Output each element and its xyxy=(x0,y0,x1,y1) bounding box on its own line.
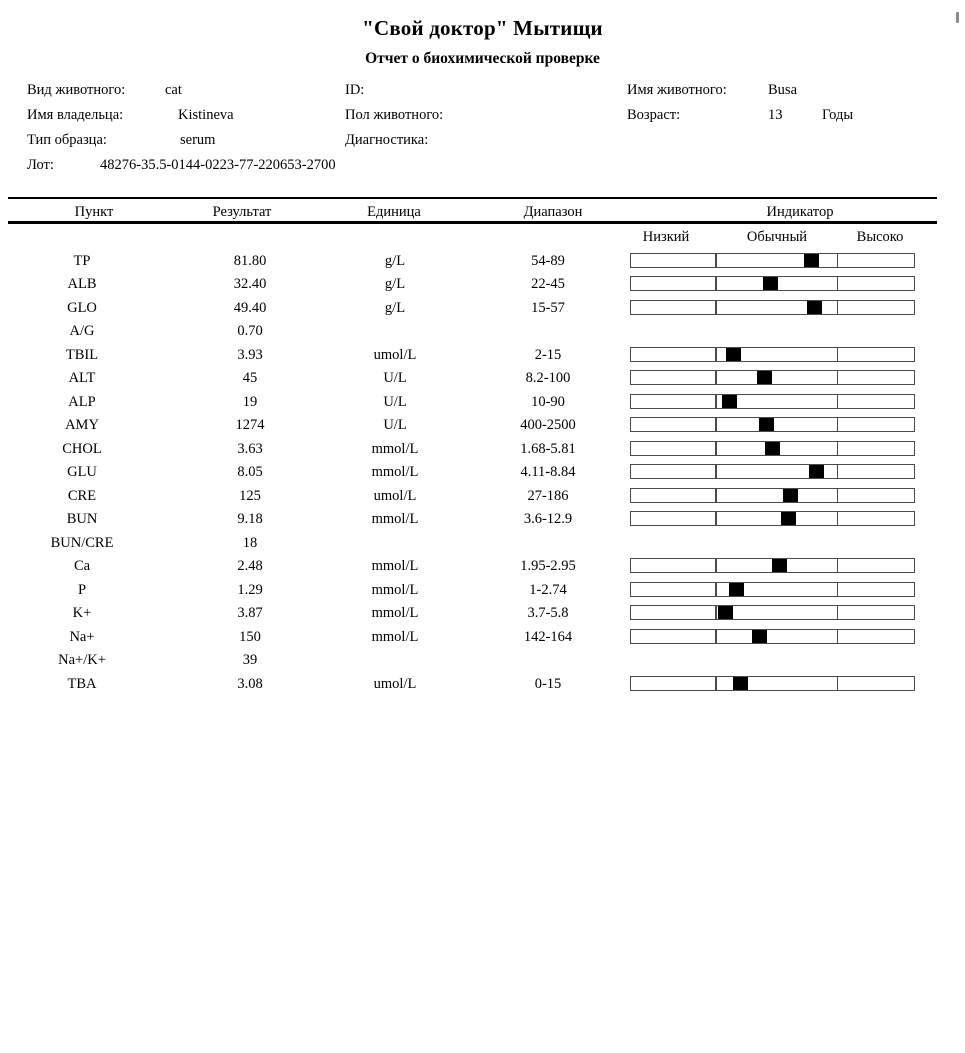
result-unit: mmol/L xyxy=(371,628,419,645)
indicator-bar xyxy=(630,558,915,573)
bar-divider-low-normal xyxy=(715,301,717,314)
analyte-name: BUN/CRE xyxy=(50,534,114,551)
result-value: 1.29 xyxy=(237,581,263,598)
indicator-bar xyxy=(630,347,915,362)
age-value: 13 xyxy=(768,107,783,123)
result-marker xyxy=(765,442,780,455)
table-row-tbil xyxy=(0,346,965,366)
result-unit: U/L xyxy=(383,370,407,386)
result-unit: mmol/L xyxy=(371,605,419,621)
reference-range: 8.2-100 xyxy=(525,370,571,386)
column-header-indicator: Индикатор xyxy=(766,204,834,220)
table-row-na- xyxy=(0,628,965,648)
analyte-name: ALT xyxy=(68,370,96,386)
result-marker xyxy=(772,559,787,572)
analyte-name: ALP xyxy=(68,393,96,410)
indicator-bar xyxy=(630,441,915,456)
analyte-name: K+ xyxy=(72,605,92,621)
result-marker xyxy=(729,583,744,596)
table-header-rule xyxy=(8,221,937,224)
result-value: 39 xyxy=(242,652,258,668)
species-label: Вид животного: xyxy=(27,82,126,98)
sample-type-label: Тип образца: xyxy=(27,132,107,148)
bar-divider-low-normal xyxy=(715,677,717,690)
animal-name-label: Имя животного: xyxy=(627,82,727,98)
analyte-name: TBA xyxy=(67,675,97,692)
result-value: 125 xyxy=(239,487,261,504)
indicator-level-low: Низкий xyxy=(642,229,690,245)
reference-range: 1.95-2.95 xyxy=(520,558,576,574)
result-value: 1274 xyxy=(235,417,265,433)
result-value: 3.93 xyxy=(237,346,263,363)
result-marker xyxy=(733,677,748,690)
reference-range: 1.68-5.81 xyxy=(520,440,576,457)
analyte-name: ALB xyxy=(67,276,97,292)
reference-range: 10-90 xyxy=(531,393,565,410)
age-label: Возраст: xyxy=(627,107,681,123)
bar-divider-normal-high xyxy=(837,371,839,384)
bar-divider-normal-high xyxy=(837,512,839,525)
reference-range: 27-186 xyxy=(527,487,569,504)
result-marker xyxy=(807,301,822,314)
result-unit: umol/L xyxy=(373,346,417,363)
table-row-chol xyxy=(0,440,965,460)
sex-label: Пол животного: xyxy=(345,107,444,123)
result-marker xyxy=(783,489,798,502)
result-unit: umol/L xyxy=(373,487,417,504)
bar-divider-normal-high xyxy=(837,489,839,502)
indicator-bar xyxy=(630,511,915,526)
reference-range: 4.11-8.84 xyxy=(520,464,576,480)
indicator-bar xyxy=(630,300,915,315)
result-unit: mmol/L xyxy=(371,440,419,457)
diagnostics-label: Диагностика: xyxy=(345,132,429,148)
bar-divider-low-normal xyxy=(715,630,717,643)
bar-divider-low-normal xyxy=(715,395,717,408)
reference-range: 22-45 xyxy=(531,276,565,292)
bar-divider-normal-high xyxy=(837,277,839,290)
bar-divider-normal-high xyxy=(837,442,839,455)
table-row-alp xyxy=(0,393,965,413)
reference-range: 142-164 xyxy=(523,628,573,645)
table-row-ca xyxy=(0,557,965,577)
bar-divider-low-normal xyxy=(715,348,717,361)
bar-divider-normal-high xyxy=(837,301,839,314)
reference-range: 1-2.74 xyxy=(529,581,567,598)
result-marker xyxy=(804,254,819,267)
bar-divider-low-normal xyxy=(715,606,717,619)
bar-divider-normal-high xyxy=(837,348,839,361)
indicator-bar xyxy=(630,605,915,620)
animal-name-value: Busa xyxy=(768,82,797,98)
reference-range: 2-15 xyxy=(534,346,562,363)
column-header-item: Пункт xyxy=(74,204,114,220)
clinic-title: "Свой доктор" Мытищи xyxy=(362,16,603,40)
bar-divider-low-normal xyxy=(715,254,717,267)
result-value: 3.87 xyxy=(237,605,263,621)
lot-value: 48276-35.5-0144-0223-77-220653-2700 xyxy=(100,157,336,173)
bar-divider-low-normal xyxy=(715,465,717,478)
indicator-bar xyxy=(630,629,915,644)
analyte-name: TBIL xyxy=(65,346,99,363)
bar-divider-normal-high xyxy=(837,630,839,643)
bar-divider-normal-high xyxy=(837,606,839,619)
result-value: 18 xyxy=(242,534,258,551)
table-row-na-k- xyxy=(0,651,965,671)
result-value: 3.63 xyxy=(237,440,263,457)
indicator-bar xyxy=(630,464,915,479)
table-row-bun xyxy=(0,510,965,530)
bar-divider-normal-high xyxy=(837,559,839,572)
result-value: 3.08 xyxy=(237,675,263,692)
result-unit: U/L xyxy=(383,393,407,410)
bar-divider-normal-high xyxy=(837,418,839,431)
result-value: 8.05 xyxy=(237,464,263,480)
result-value: 150 xyxy=(239,628,261,645)
analyte-name: Na+ xyxy=(69,628,95,645)
bar-divider-low-normal xyxy=(715,442,717,455)
result-marker xyxy=(781,512,796,525)
reference-range: 15-57 xyxy=(531,299,565,316)
reference-range: 3.7-5.8 xyxy=(527,605,569,621)
analyte-name: Na+/K+ xyxy=(58,652,106,668)
table-row-bun-cre xyxy=(0,534,965,554)
sample-type-value: serum xyxy=(180,132,216,148)
result-unit: mmol/L xyxy=(371,558,419,574)
analyte-name: GLU xyxy=(67,464,97,480)
result-marker xyxy=(809,465,824,478)
column-header-unit: Единица xyxy=(367,204,421,220)
table-top-rule xyxy=(8,197,937,199)
result-unit: g/L xyxy=(384,276,406,292)
result-marker xyxy=(759,418,774,431)
indicator-bar xyxy=(630,417,915,432)
table-row-alt xyxy=(0,369,965,389)
bar-divider-normal-high xyxy=(837,395,839,408)
bar-divider-normal-high xyxy=(837,583,839,596)
result-value: 32.40 xyxy=(233,276,267,292)
table-row-cre xyxy=(0,487,965,507)
bar-divider-low-normal xyxy=(715,489,717,502)
table-row-tba xyxy=(0,675,965,695)
bar-divider-low-normal xyxy=(715,418,717,431)
result-marker xyxy=(757,371,772,384)
id-label: ID: xyxy=(345,82,365,98)
column-header-range: Диапазон xyxy=(523,204,583,220)
table-row-glo xyxy=(0,299,965,319)
result-value: 0.70 xyxy=(237,323,263,339)
indicator-bar xyxy=(630,676,915,691)
table-row-p xyxy=(0,581,965,601)
table-row-glu xyxy=(0,463,965,483)
owner-label: Имя владельца: xyxy=(27,107,124,123)
age-unit: Годы xyxy=(822,107,854,123)
result-unit: g/L xyxy=(384,299,406,316)
result-marker xyxy=(718,606,733,619)
result-unit: mmol/L xyxy=(371,511,419,527)
analyte-name: TP xyxy=(73,252,91,269)
analyte-name: P xyxy=(77,581,87,598)
table-row-tp xyxy=(0,252,965,272)
analyte-name: Ca xyxy=(73,558,91,574)
result-unit: mmol/L xyxy=(371,464,419,480)
analyte-name: AMY xyxy=(65,417,99,433)
lot-label: Лот: xyxy=(27,157,54,173)
indicator-level-normal: Обычный xyxy=(746,229,808,245)
indicator-bar xyxy=(630,253,915,268)
indicator-bar xyxy=(630,488,915,503)
result-marker xyxy=(722,395,737,408)
result-value: 2.48 xyxy=(237,558,263,574)
bar-divider-low-normal xyxy=(715,583,717,596)
result-value: 81.80 xyxy=(233,252,267,269)
result-value: 19 xyxy=(242,393,258,410)
analyte-name: CRE xyxy=(67,487,97,504)
bar-divider-normal-high xyxy=(837,254,839,267)
analyte-name: BUN xyxy=(66,511,98,527)
scan-artifact xyxy=(956,12,959,23)
result-marker xyxy=(763,277,778,290)
table-row-k- xyxy=(0,604,965,624)
indicator-bar xyxy=(630,276,915,291)
indicator-bar xyxy=(630,582,915,597)
table-row-a-g xyxy=(0,322,965,342)
result-value: 49.40 xyxy=(233,299,267,316)
result-value: 9.18 xyxy=(237,511,263,527)
reference-range: 0-15 xyxy=(534,675,562,692)
result-unit: mmol/L xyxy=(371,581,419,598)
species-value: cat xyxy=(165,82,182,98)
analyte-name: A/G xyxy=(69,323,95,339)
result-unit: umol/L xyxy=(373,675,417,692)
indicator-bar xyxy=(630,394,915,409)
result-unit: g/L xyxy=(384,252,406,269)
indicator-level-high: Высоко xyxy=(856,229,904,245)
bar-divider-normal-high xyxy=(837,677,839,690)
owner-value: Kistineva xyxy=(178,107,234,123)
table-row-alb xyxy=(0,275,965,295)
reference-range: 3.6-12.9 xyxy=(523,511,573,527)
result-marker xyxy=(726,348,741,361)
result-marker xyxy=(752,630,767,643)
table-row-amy xyxy=(0,416,965,436)
report-subtitle: Отчет о биохимической проверке xyxy=(365,50,600,67)
bar-divider-normal-high xyxy=(837,465,839,478)
bar-divider-low-normal xyxy=(715,512,717,525)
bar-divider-low-normal xyxy=(715,277,717,290)
bar-divider-low-normal xyxy=(715,371,717,384)
indicator-bar xyxy=(630,370,915,385)
column-header-result: Результат xyxy=(212,204,272,220)
result-unit: U/L xyxy=(383,417,407,433)
reference-range: 54-89 xyxy=(531,252,565,269)
analyte-name: CHOL xyxy=(62,440,102,457)
result-value: 45 xyxy=(242,370,258,386)
reference-range: 400-2500 xyxy=(520,417,576,433)
analyte-name: GLO xyxy=(67,299,97,316)
bar-divider-low-normal xyxy=(715,559,717,572)
